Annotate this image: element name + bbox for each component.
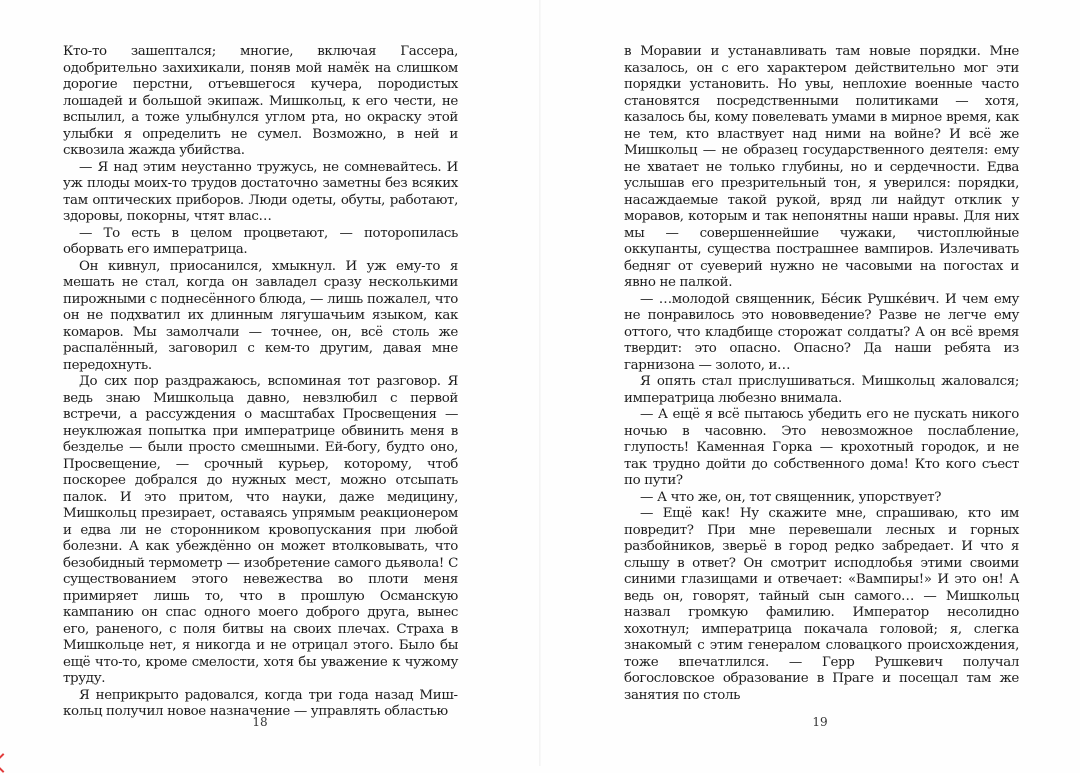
left-page-text <box>63 44 458 721</box>
left-paragraph: Он кивнул, приосанился, хмыкнул. И уж ему-то я мешать не стал, когда он завладел сразу несколькими пирожными с поднесённого блюда, — лишь пожалел, что он не подхватил их длинным лягушачьим языком, как комаров. Мы замолчали — точнее, он, всё столь же распалённый, заговорил с кем-то другим, давая мне передохнуть. <box>63 258 458 373</box>
right-paragraph: в Моравии и устанавливать там новые порядки. Мне казалось, он с его характером действительно мог эти порядки установить. Но увы, неплохие военные часто становятся посредственными политиками — хотя, казалось бы, кому повелевать умами в мирное время, как не тем, кто властвует над ними на войне? И всё же Мишкольц — не образец государственного деятеля: ему не хватает не только глубины, но и сердечности. Едва услышав его презрительный тон, я уверился: порядки, насаждаемые такой рукой, вряд ли найдут отклик у моравов, которым и так непонятны наши нравы. Для них мы — совершеннейшие чужаки, чистоплюйные оккупанты, существа пострашнее вампиров. Излечивать бедняг от суеверий нужно не часовыми на погостах и явно не палкой. <box>624 44 1019 290</box>
left-page-number: 18 <box>252 715 268 729</box>
right-paragraph: — …молодой священник, Бéсик Рушкéвич. И чем ему не понравилось это нововведение? Разве не легче ему оттого, что кладбище сторожат солдаты? А он всё время твердит: это опасно. Опасно? Да наши ребята из гарнизона — золото, и… <box>624 291 1019 373</box>
right-paragraph: — Ещё как! Ну скажите мне, спрашиваю, кто им повредит? При мне перевешали лесных и горных разбойников, зверьё в город редко забредает. И что я слышу в ответ? Он смотрит исподлобья этими своими синими глазищами и отвечает: «Вампиры!» И это он! А ведь он, говорят, тайный сын самого… — Мишкольц назвал громкую фамилию. Император несолидно хохотнул; императрица покачала головой; я, слегка знакомый с этим генералом словацкого происхождения, тоже впечатлился. — Герр Рушкевич получал богословское образование в Праге и посещал там же занятия по столь <box>624 506 1019 703</box>
crop-mark-icon <box>0 753 13 773</box>
right-paragraph: Я опять стал прислушиваться. Мишкольц жаловался; императрица любезно внимала. <box>624 374 1019 406</box>
left-paragraph: — То есть в целом процветают, — поторопилась оборвать его императрица. <box>63 225 458 257</box>
right-page-text <box>624 44 1019 704</box>
left-paragraph: До сих пор раздражаюсь, вспоминая тот разговор. Я ведь знаю Мишкольца давно, невзлюбил с первой встречи, а рассуждения о масштабах Просвещения — неуклюжая попытка при императрице обвинить меня в безделье — были просто смешными. Ей-богу, будто оно, Просвещение, — срочный курьер, которому, чтоб поскорее добрался до нужных мест, можно отсыпать палок. И это притом, что науки, даже медицину, Мишкольц презирает, оставаясь упрямым реакционером и едва ли не сторонником кровопускания при любой болезни. А как убеждённо он может втолковывать, что безобидный термометр — изобретение самого дьявола! С существованием этого невежества во плоти меня примиряет лишь то, что в прошлую Османскую кампанию он спас одного моего доброго друга, вынес его, раненого, с поля битвы на своих плечах. Страха в Мишкольце нет, я никогда и не отрицал этого. Было бы ещё что-то, кроме смелости, хотя бы уважение к чужому труду. <box>63 374 458 686</box>
right-page-number: 19 <box>812 715 828 729</box>
left-paragraph: Я неприкрыто радовался, когда три года назад Мишкольц получил новое назначение — управлять областью <box>63 687 458 719</box>
right-paragraph: — А ещё я всё пытаюсь убедить его не пускать никого ночью в часовню. Это невозможное послабление, глупость! Каменная Горка — крохотный городок, и не так трудно дойти до собственного дома! Кто кого съест по пути? <box>624 407 1019 488</box>
page-gutter <box>539 0 541 766</box>
right-paragraph: — А что же, он, тот священник, упорствует? <box>640 489 942 505</box>
left-paragraph: — Я над этим неустанно тружусь, не сомневайтесь. И уж плоды моих-то трудов достаточно заметны без всяких там оптических приборов. Люди одеты, обуты, работают, здоровы, покорны, чтят влас… <box>63 159 458 224</box>
left-paragraph: Кто-то зашептался; многие, включая Гассера, одобрительно захихикали, поняв мой намёк на слишком дорогие перстни, отъевшегося кучера, породистых лошадей и большой экипаж. Мишкольц, к его чести, не вспылил, а тоже улыбнулся углом рта, но окраску этой улыбки я определить не сумел. Возможно, в ней и сквозила жажда убийства. <box>63 44 458 158</box>
